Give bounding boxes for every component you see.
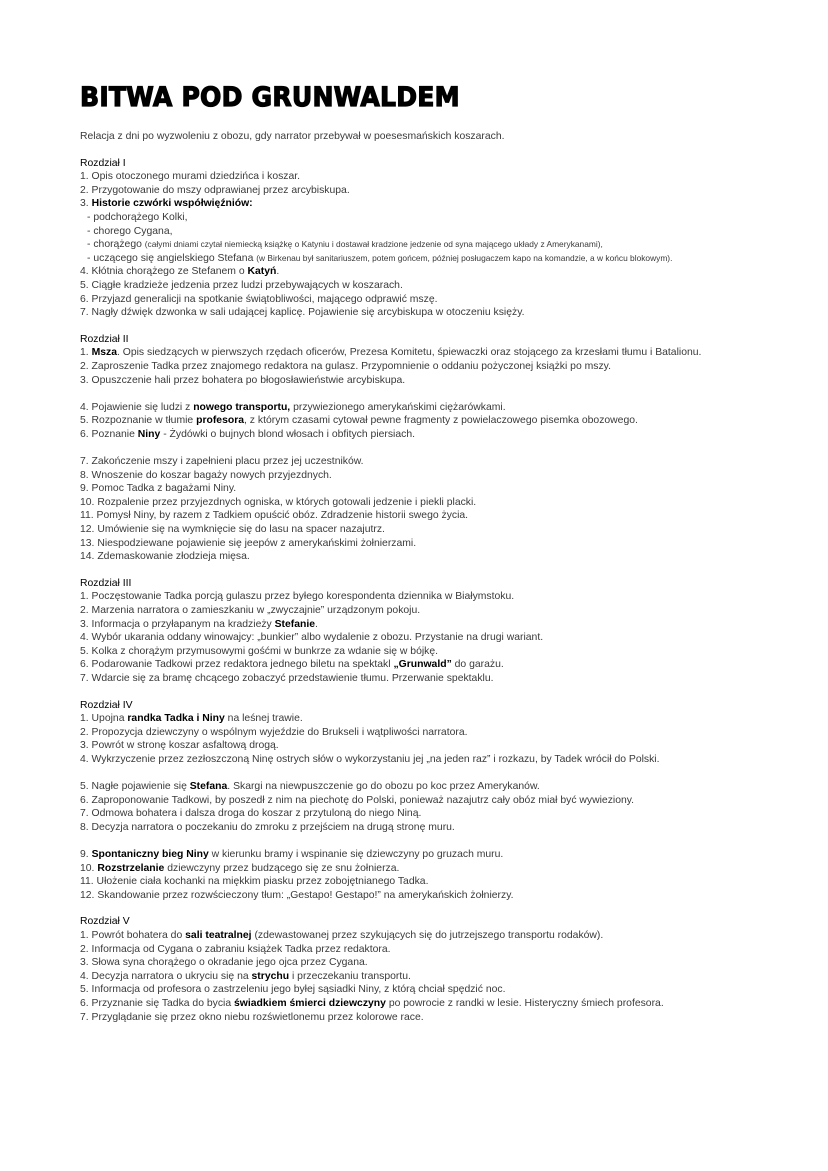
- list-item: 7. Zakończenie mszy i zapełnieni placu przez jej uczestników.: [80, 456, 364, 468]
- list-item: 6. Poznanie Niny - Żydówki o bujnych blond włosach i obfitych piersiach.: [80, 428, 416, 440]
- list-item: 1. Poczęstowanie Tadka porcją gulaszu przez byłego korespondenta dziennika w Białymstoku.: [80, 591, 515, 603]
- highlight: strychu: [251, 970, 290, 982]
- spacer: [80, 835, 760, 849]
- list-item: 5. Informacja od profesora o zastrzeleniu jego byłej sąsiadki Niny, z którą chciał spędzić noc.: [80, 984, 506, 996]
- list-item: 3. Informacja o przyłapanym na kradzieży Stefanie.: [80, 618, 318, 630]
- highlight: „Grunwald”: [393, 659, 452, 671]
- list-item: 1. Opis otoczonego murami dziedzińca i koszar.: [80, 171, 301, 183]
- document-title: BITWA POD GRUNWALDEM: [80, 82, 460, 113]
- list-item: 2. Przygotowanie do mszy odprawianej przez arcybiskupa.: [80, 184, 350, 196]
- spacer: [80, 441, 760, 455]
- list-item: 4. Decyzja narratora o ukryciu się na strychu i przeczekaniu transportu.: [80, 970, 411, 982]
- list-item: 10. Rozpalenie przez przyjezdnych ogniska, w których gotowali jedzenie i piekli placki.: [80, 496, 477, 508]
- list-item: 6. Podarowanie Tadkowi przez redaktora jednego biletu na spektakl „Grunwald” do garażu.: [80, 659, 504, 671]
- highlight: Spontaniczny bieg Niny: [91, 849, 209, 861]
- list-item: 7. Odmowa bohatera i dalsza droga do koszar z przytuloną do niego Niną.: [80, 808, 422, 820]
- list-item: 10. Rozstrzelanie dziewczyny przez budzącego się ze snu żołnierza.: [80, 862, 400, 874]
- list-item: 14. Zdemaskowanie złodzieja mięsa.: [80, 551, 250, 563]
- list-subitem: - chorego Cygana,: [87, 225, 173, 237]
- chapter-heading: Rozdział V: [80, 916, 130, 928]
- list-item: 2. Informacja od Cygana o zabraniu książek Tadka przez redaktora.: [80, 943, 391, 955]
- chapter-1: [80, 157, 760, 320]
- list-item: 6. Przyjazd generalicji na spotkanie świątobliwości, mającego odprawić mszę.: [80, 293, 438, 305]
- list-item: 1. Msza. Opis siedzących w pierwszych rzędach oficerów, Prezesa Komitetu, śpiewaczki oraz stojącego za krzesłami tłumu i Batalionu.: [80, 347, 702, 359]
- highlight: profesora: [196, 415, 245, 427]
- chapter-3: [80, 577, 760, 686]
- list-item: 4. Kłótnia chorążego ze Stefanem o Katyń.: [80, 266, 280, 278]
- list-item: 2. Propozycja dziewczyny o wspólnym wyjeździe do Brukseli i wątpliwości narratora.: [80, 726, 468, 738]
- intro-text: Relacja z dni po wyzwoleniu z obozu, gdy narrator przebywał w poesesmańskich koszarach.: [80, 131, 505, 142]
- list-item: 12. Skandowanie przez rozwścieczony tłum: „Gestapo! Gestapo!” na amerykańskich żołnierzy.: [80, 889, 514, 901]
- note: (całymi dniami czytał niemiecką książkę o Katyniu i dostawał kradzione jedzenie od syna mającego układy z Amerykanami),: [144, 239, 603, 250]
- list-item: 3. Opuszczenie hali przez bohatera po błogosławieństwie arcybiskupa.: [80, 374, 406, 386]
- highlight: nowego transportu,: [193, 401, 291, 413]
- highlight: Historie czwórki współwięźniów:: [91, 198, 253, 210]
- document-page: [80, 82, 760, 1024]
- highlight: Niny: [137, 428, 161, 440]
- chapter-heading: Rozdział III: [80, 577, 132, 589]
- highlight: Stefana: [189, 781, 228, 793]
- list-item: 8. Decyzja narratora o poczekaniu do zmroku z przejściem na drugą stronę muru.: [80, 821, 455, 833]
- list-item: 8. Wnoszenie do koszar bagaży nowych przyjezdnych.: [80, 469, 332, 481]
- list-subitem: - chorążego (całymi dniami czytał niemiecką książkę o Katyniu i dostawał kradzione jedzenie od syna mającego układy z Amerykanami),: [87, 239, 603, 251]
- list-item: 2. Marzenia narratora o zamieszkaniu w „zwyczajnie” urządzonym pokoju.: [80, 605, 421, 616]
- chapter-heading: Rozdział II: [80, 333, 129, 345]
- list-item: 1. Powrót bohatera do sali teatralnej (zdewastowanej przez szykujących się do jutrzejszego transportu rodaków).: [80, 930, 604, 942]
- spacer: [80, 767, 760, 781]
- list-item: 6. Zaproponowanie Tadkowi, by poszedł z nim na piechotę do Polski, ponieważ nazajutrz cały obóz miał być wywieziony.: [80, 794, 635, 806]
- list-item: 6. Przyznanie się Tadka do bycia świadkiem śmierci dziewczyny po powrocie z randki w lesie. Histeryczny śmiech profesora.: [80, 998, 664, 1010]
- list-subitem: - uczącego się angielskiego Stefana (w Birkenau był sanitariuszem, potem gońcem, później posługaczem kapo na komandzie, a w końcu blokowym).: [87, 252, 673, 264]
- list-item: 5. Kolka z chorążym przymusowymi gośćmi w bunkrze za wdanie się w bójkę.: [80, 645, 439, 657]
- list-item: 11. Ułożenie ciała kochanki na miękkim piasku przez zobojętnianego Tadka.: [80, 876, 429, 888]
- list-item: 13. Niespodziewane pojawienie się jeepów z amerykańskimi żołnierzami.: [80, 537, 417, 549]
- list-item: 7. Nagły dźwięk dzwonka w sali udającej kaplicę. Pojawienie się arcybiskupa w otoczeniu księży.: [80, 307, 525, 319]
- list-item: 3. Historie czwórki współwięźniów:: [80, 198, 253, 210]
- list-item: 1. Upojna randka Tadka i Niny na leśnej trawie.: [80, 713, 303, 725]
- highlight: randka Tadka i Niny: [127, 713, 225, 725]
- highlight: świadkiem śmierci dziewczyny: [234, 998, 386, 1010]
- spacer: [80, 387, 760, 401]
- chapter-4: [80, 699, 760, 903]
- list-item: 11. Pomysł Niny, by razem z Tadkiem opuścić obóz. Zdradzenie historii swego życia.: [80, 510, 469, 522]
- list-subitem: - podchorążego Kolki,: [87, 211, 188, 223]
- chapter-heading: Rozdział IV: [80, 699, 133, 711]
- list-item: 3. Słowa syna chorążego o okradanie jego ojca przez Cygana.: [80, 957, 368, 969]
- highlight: Msza: [91, 347, 117, 359]
- list-item: 4. Wykrzyczenie przez zezłoszczoną Ninę ostrych słów o wykorzystaniu jej „na jeden raz” i rozkazu, by Tadek wrócił do Polski.: [80, 753, 660, 765]
- list-item: 7. Wdarcie się za bramę chcącego zobaczyć przedstawienie tłumu. Przerwanie spektaklu.: [80, 672, 494, 684]
- list-item: 9. Pomoc Tadka z bagażami Niny.: [80, 483, 237, 495]
- highlight: Stefanie: [274, 618, 316, 630]
- chapter-5: [80, 915, 760, 1024]
- note: (w Birkenau był sanitariuszem, potem gońcem, później posługaczem kapo na komandzie, a w końcu blokowym).: [256, 252, 673, 263]
- list-item: 5. Nagłe pojawienie się Stefana. Skargi na niewpuszczenie go do obozu po koc przez Amerykanów.: [80, 781, 540, 793]
- list-item: 9. Spontaniczny bieg Niny w kierunku bramy i wspinanie się dziewczyny po gruzach muru.: [80, 849, 504, 861]
- list-item: 5. Rozpoznanie w tłumie profesora, z którym czasami cytował pewne fragmenty z powielaczowego pisemka obozowego.: [80, 415, 638, 427]
- list-item: 12. Umówienie się na wymknięcie się do lasu na spacer nazajutrz.: [80, 524, 385, 536]
- list-item: 3. Powrót w stronę koszar asfaltową drogą.: [80, 740, 279, 752]
- highlight: Rozstrzelanie: [97, 862, 165, 874]
- highlight: sali teatralnej: [185, 930, 252, 942]
- chapter-heading: Rozdział I: [80, 157, 126, 169]
- list-item: 2. Zaproszenie Tadka przez znajomego redaktora na gulasz. Przypomnienie o oddaniu pożyczonej książki po mszy.: [80, 360, 611, 372]
- list-item: 7. Przyglądanie się przez okno niebu rozświetlonemu przez kolorowe race.: [80, 1011, 424, 1023]
- list-item: 4. Wybór ukarania oddany winowajcy: „bunkier” albo wydalenie z obozu. Przystanie na drugi wariant.: [80, 632, 544, 644]
- highlight: Katyń: [247, 266, 277, 278]
- list-item: 4. Pojawienie się ludzi z nowego transportu, przywiezionego amerykańskimi ciężarówkami.: [80, 401, 506, 413]
- list-item: 5. Ciągłe kradzieże jedzenia przez ludzi przebywających w koszarach.: [80, 279, 403, 291]
- chapter-2: [80, 333, 760, 564]
